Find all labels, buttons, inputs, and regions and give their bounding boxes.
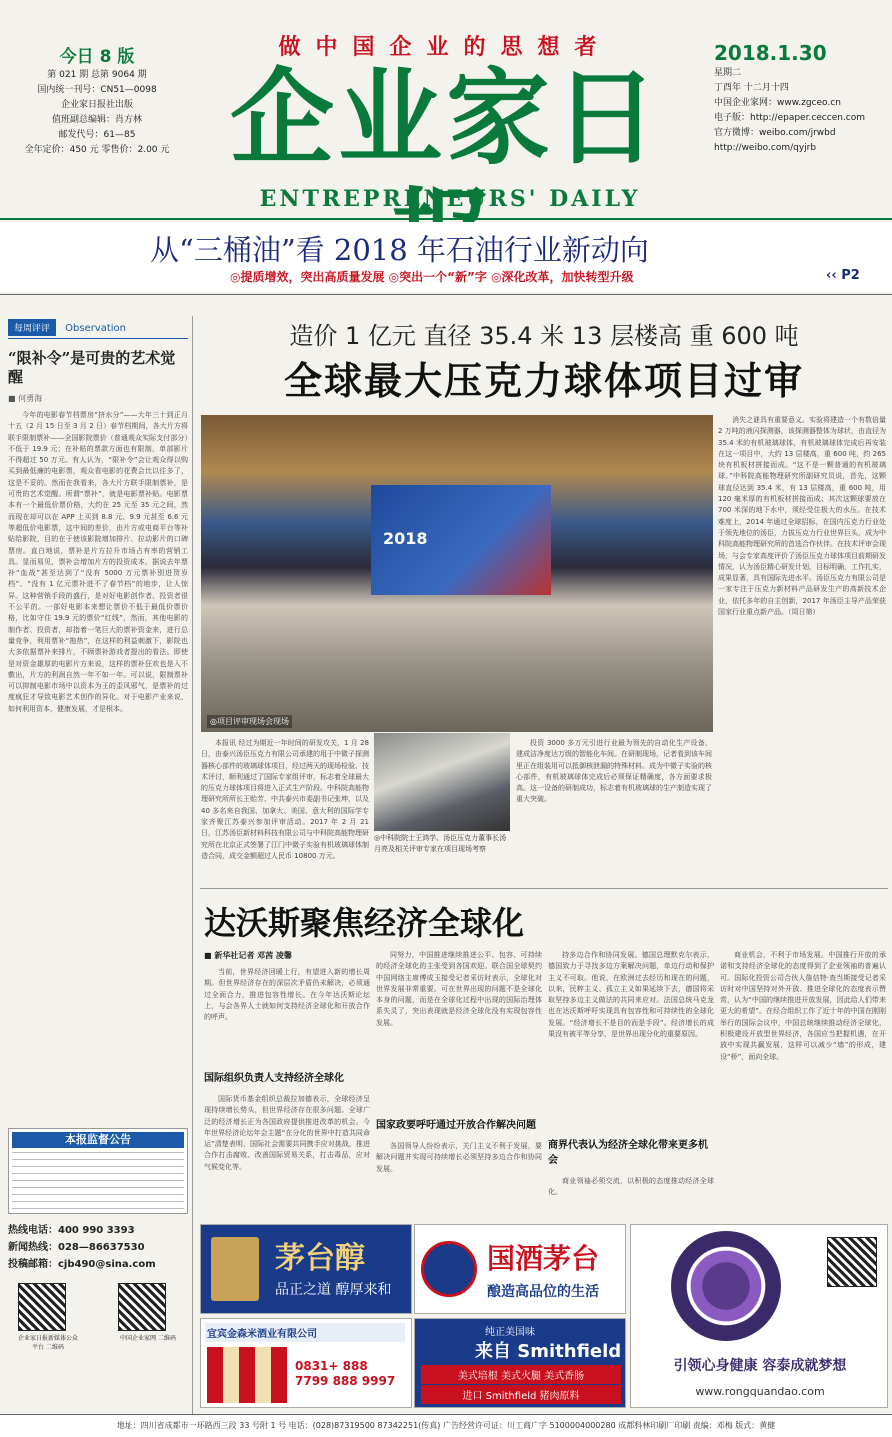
article2-text: 国际货币基金组织总裁拉加德表示，全球经济呈现持续增长势头，但世界经济存在很多问题。全球广泛的经济增长正为各国政府提供推进改革的机会。今年世界经济论坛年会主题“在分化的世界中打造共同命运”清楚表明，国际社会需要共同携手应对挑战，推进合作打击腐败、改善国际贸易关系，打击毒品，应对气候变化等。: [204, 1095, 370, 1171]
ad-maotai-chun[interactable]: [200, 1224, 412, 1314]
ad-line1: 美式培根 美式火腿 美式香肠: [421, 1365, 621, 1384]
article2-text: 持多边合作和协同发展。德国总理默克尔表示，德国致力于寻找多边方案解决问题，单边行动和保护主义不可取。他说，在欧洲过去经历和现在的问题，以来，民粹主义、孤立主义如果延续下去，德国将采取坚持多边主义做法的共同来应对。法国总统马克龙也在达沃斯呼吁实现具有包容性和可持续性的全球化发展。“经济增长不是目的而是手段”。经济增长的成果没有被平等分享，是世界出现分化的重要原因。: [548, 951, 714, 1039]
article2-col3: [548, 950, 714, 1220]
banner-subtitle: ◎提质增效，突出高质量发展 ◎突出一个“新”字 ◎深化改革，加快转型升级: [230, 270, 634, 284]
ad-slogan: 品正之道 醇厚来和: [275, 1282, 392, 1298]
ad-area: [200, 1224, 890, 1410]
email[interactable]: 投稿邮箱：cjb490@sina.com: [8, 1259, 156, 1270]
masthead: 企业家日: [229, 56, 662, 179]
ad-url[interactable]: www.rongquandao.com: [695, 1385, 825, 1398]
ad-brand: 茅台醇: [275, 1241, 365, 1276]
website[interactable]: 中国企业家网：www.zgceo.cn: [714, 98, 841, 108]
banner-title[interactable]: 从“三桶油”看 2018 年石油行业新动向: [150, 233, 649, 267]
byline: ■ 新华社记者 邓茜 凌馨: [204, 951, 292, 960]
column-tag-en: Observation: [65, 323, 127, 334]
ad-rongquandao[interactable]: [630, 1224, 888, 1408]
article1-headline[interactable]: 全球最大压克力球体项目过审: [283, 358, 804, 403]
column-divider: [192, 316, 193, 1416]
subhead: 国际组织负责人支持经济全球化: [204, 1073, 344, 1084]
bottle-icon: [211, 1237, 259, 1301]
ad-smithfield[interactable]: [414, 1318, 626, 1408]
notice-text: [12, 1152, 184, 1210]
article2-text: 各国领导人纷纷表示，关门主义不利于发展，要解决问题并实现可持续增长必须坚持多边合作和协同发展。: [376, 1142, 542, 1173]
masthead-en: ENTREPRENEURS' DAILY: [259, 186, 641, 212]
lunar-date: 丁酉年 十二月十四: [714, 83, 789, 93]
slogan: 做中国企业的思想者: [278, 34, 612, 60]
ad-jinsenmi[interactable]: [200, 1318, 412, 1408]
weekday: 星期二: [714, 68, 742, 78]
weibo-link-2[interactable]: http://weibo.com/qyjrb: [714, 143, 817, 153]
ad-guojiu-maotai[interactable]: [414, 1224, 626, 1314]
commentary-body: 今年的电影春节档票房“挤水分”——大年三十到正月十五（2 月 15 日至 3 月 2 日）春节档期间，各大片方将联手限制票补——全国影院票价（普通观众实际支付部分）不低于 19.9 元；在补贴的票款方面也有限制，单部影片不得超过 50 万元。有人认为，“限补令”会让观众得以购买到最低廉的电影票，观众看电影的花费会比以往多了，这是不妥的。然而在我看来，各大片方联手限制票补，是可贵的艺术觉醒。所谓“票补”，就是电影票补贴。电影票本有一个最低价票价格，大约在 25 元至 35 元之间，然而现在却可以在 APP 上买到 8.8 元、9.9 元甚至 6.6 元等超低价电影票，这中间的差价，由片方或电商平台等补贴给影院，目的在于使该影院增加排片、拉动影片的口碑票房。直白地说，票补是片方拉升市场占有率的营销工具。显而易见，票补会增加片方的投资成本，据说去年票补“血战”甚至达到了“没有 5000 万元票补别进贺岁档”、“没有 1 亿元票补进不了春节档”的地步，让人惊异。这种营销手段的盛行，是对好电影创作者、投资者很不公平的。一部好电影本来想让票价不低于最低价票价格，比如守住 19.9 元的票价“红线”，然而，其他电影的制作者、投资者，却指着一笔巨大的票补资金来，进行总量竞争，利用票补“拖热”，在这样的利益刺激下，影院也大多依据票补来排片，不顾票补游戏者提出的看法。即使是对资金雄厚的电影片方来说，这样的票补狂欢也是入不敷出，片方的利润自然一年不如一年。可以说，限制票补可以抑制电影市场中以资本为王的歪风邪气，是票补的过度疯狂才导致电影艺术创作的异化。对于电影产业来说，如何利用资本，健康发展，才是根本。: [8, 411, 188, 713]
ad-top: 纯正美国味: [485, 1327, 535, 1338]
article1-col-c: 消失之谜具有重要意义。实验将建造一个有数倍量 2 万吨的液闪探测器，该探测器整体为球状，由直径为 35.4 米的有机玻璃球体，有机玻璃球体完成后再安装在这一项目中，大约 13 层楼高，重 600 吨，约 265 块有机板材拼接而成。“这不是一颗普通的有机玻璃球。”中科院高能物理研究所副研究员说，首先，这颗球直径达到 35.4 米，有 13 层楼高，重 600 吨，用 120 毫米厚的有机板材拼接而成；其次这颗球要放在 700 米深的地下水中，须经受住极大的水压。在技术难度上，2014 年通过全球招标，在国内压克力行业处于领先地位的汤臣，力拔压克力行业世界巨头，成为中科院高能物理研究所的首选合作伙伴。在技术评审会现场，与会专家高度评价了汤臣压克力球体项目前期研发情况，认为汤臣精心研发计划，目标明确，工作扎实，成果显著，具有国际先进水平。汤臣压克力有限公司是一家专注于压克力新材料产品研发生产的高新技术企业，依托多年的自主创新，2017 年汤臣主导产品荣获国家行业重点新产品。（周日第）: [718, 416, 886, 617]
ad-brand: 来自 Smithfield: [475, 1341, 622, 1362]
site-photo-caption: ◎中科院院士王鸿学、汤臣压克力董事长汤月亮及相关评审专家在项目现场考察: [374, 834, 507, 853]
article2-text: 同努力，中国推进继续推进公平、包容、可持续的经济全球化的主张受到各国欢迎。联合国全球契约中国网络主席傅成玉接受记者采访时表示，全球化对世界发展非常重要。可在世界出现的问题不是全球化本身的问题，而是在全球化过程中出现的国际治理体系失灵了，突出表现就是经济全球化没有实现包容性发展。: [376, 951, 542, 1027]
rongtai-logo-icon: [671, 1231, 781, 1341]
site-photo[interactable]: [374, 733, 510, 831]
bottles-icon: [207, 1347, 287, 1403]
contact-block: [8, 1222, 188, 1273]
commentary-title[interactable]: “限补令”是可贵的艺术觉醒: [8, 349, 176, 386]
qr-label: 中国企业家网 二维码: [120, 1335, 176, 1342]
ad-brand: 国酒茅台: [487, 1242, 600, 1275]
weibo-link[interactable]: 官方微博：weibo.com/jrwbd: [714, 128, 836, 138]
today-pages: 今日 8 版: [59, 47, 135, 67]
qr-label: 企业家日报新媒体公众平台 二维码: [18, 1335, 79, 1351]
duty-editor: 值班副总编辑：肖方林: [51, 115, 142, 125]
ad-slogan: 引领心身健康 容泰成就梦想: [673, 1358, 847, 1374]
conference-photo[interactable]: [201, 415, 713, 732]
article2-text: 商业领袖必须交流，以积极的态度推动经济全球化。: [548, 1177, 714, 1197]
epaper-link[interactable]: 电子版：http://epaper.ceccen.com: [714, 113, 866, 123]
subhead: 国家政要呼吁通过开放合作解决问题: [376, 1120, 536, 1131]
article2-text: 当前，世界经济回暖上行，有望进入新的增长周期。但世界经济存在的深层次矛盾仍未解决，必须通过全面合力，推进包容性增长。在今年达沃斯论坛上，与会各界人士就如何支持经济全球化和开放合作的呼声。: [204, 968, 370, 1022]
subhead: 商界代表认为经济全球化带来更多机会: [548, 1140, 708, 1166]
column-tag: 每周评评: [8, 319, 56, 336]
issue-number: 第 021 期 总第 9064 期: [47, 70, 147, 80]
commentary-author: ■ 何勇海: [8, 394, 43, 403]
qr-code-icon[interactable]: [118, 1283, 166, 1331]
qr-code-icon[interactable]: [18, 1283, 66, 1331]
notice-title: 本报监督公告: [12, 1132, 184, 1148]
issue-date: 2018.1.30: [714, 41, 827, 65]
header-left-info: [12, 46, 182, 158]
qr-codes: [8, 1283, 188, 1351]
section-rule: [200, 888, 888, 889]
article1-col-b: 投资 3000 多万元引进行业最为领先的自动化生产设备，建成洁净度达万级的智能化车间。在研制现场，记者看到该车间里正在组装用可以抵御核泄漏的特殊材料。成为中微子实验的核心部件，有机玻璃球体完成后必须保证精确度，各方面要求极高。这一设备的研制成功，标志着有机玻璃球的生产制造实现了重大突破。: [516, 739, 712, 804]
header-rule: [0, 218, 892, 220]
ad-company: 宜宾金森米酒业有限公司: [205, 1323, 405, 1342]
price: 全年定价：450 元 零售价：2.00 元: [24, 145, 170, 155]
hotline: 热线电话：400 990 3393: [8, 1225, 135, 1236]
article2-headline[interactable]: 达沃斯聚焦经济全球化: [204, 904, 525, 942]
cn-number: 国内统一刊号：CN51—0098: [37, 85, 157, 95]
conference-screen: 2018: [371, 485, 551, 595]
ad-slogan: 酿造高品位的生活: [487, 1284, 599, 1300]
page-link-p2[interactable]: ‹‹ P2: [826, 268, 860, 283]
banner-rule: [0, 294, 892, 295]
page-number: P2: [841, 268, 860, 283]
article1-col-a: 本报讯 经过为期近一年时间的研发攻关，1 月 28 日，由泰兴汤臣压克力有限公司承建的用于中微子探测器核心部件的玻璃球体项目，经过两天的现场检验、技术评讨，顺利通过了国际专家组评审，标志着全球最大的压克力球体项目将进入正式生产阶段。中科院高能物理研究所所长王贻芳、中共泰兴市委副书记张坤，以及 40 多名来自我国、加拿大、美国、意大利的国际学专家齐聚江苏泰兴参加评审活动。2017 年 2 月 21 日，江苏汤臣新材料科技有限公司与中科院高能物理研究所在北京正式签署了江门中微子实验有机玻璃球体制造合同，成交金额超过人民币 10800 万元。: [201, 739, 369, 860]
qr-code-icon[interactable]: [827, 1237, 877, 1287]
news-hotline: 新闻热线：028—86637530: [8, 1242, 145, 1253]
left-column: [8, 316, 188, 1426]
header-right-info: [714, 40, 884, 156]
maotai-logo-icon: [421, 1241, 477, 1297]
article2-col4: 商业机会，不利于市场发展。中国推行开放的承诺和支持经济全球化的态度得到了企业领袖的普遍认可。国际化投资公司合伙人詹信特·查当斯接受记者采访时对中国坚持对外开放、推进全球化的态度表示赞赏，认为“中国的继续推进开放发展，因此给人们带来更大的希望”。在经合组织工作了近十年的中国在刚刚举行的国际会议中，中国总统继续推动经济全球化，积极建设开放型世界经济，各国应当把握机遇，在开放中实现共赢发展，这样可以减少“墙”的形成，建设“桥”，面向全球。: [720, 951, 886, 1061]
supervision-notice: [8, 1128, 188, 1214]
photo-caption: ◎项目评审现场会现场: [207, 715, 292, 728]
postal-code: 邮发代号：61—85: [58, 130, 136, 140]
article2-col2: [376, 950, 542, 1220]
ad-phone: 0831+ 888 7799 888 9997: [295, 1359, 396, 1388]
publisher: 企业家日报社出版: [60, 100, 133, 110]
article2-col1: [204, 950, 370, 1220]
ad-line2: 进口 Smithfield 猪肉原料: [421, 1385, 621, 1404]
article1-kicker: 造价 1 亿元 直径 35.4 米 13 层楼高 重 600 吨: [289, 322, 799, 350]
footer: 地址：四川省成都市一环路西三段 33 号附 1 号 电话：(028)87319500 87342251(传真) 广告经营许可证：川工商广字 5100004000280 成都科林印刷厂印刷 责编：邓梅 版式：黄健: [0, 1414, 892, 1437]
